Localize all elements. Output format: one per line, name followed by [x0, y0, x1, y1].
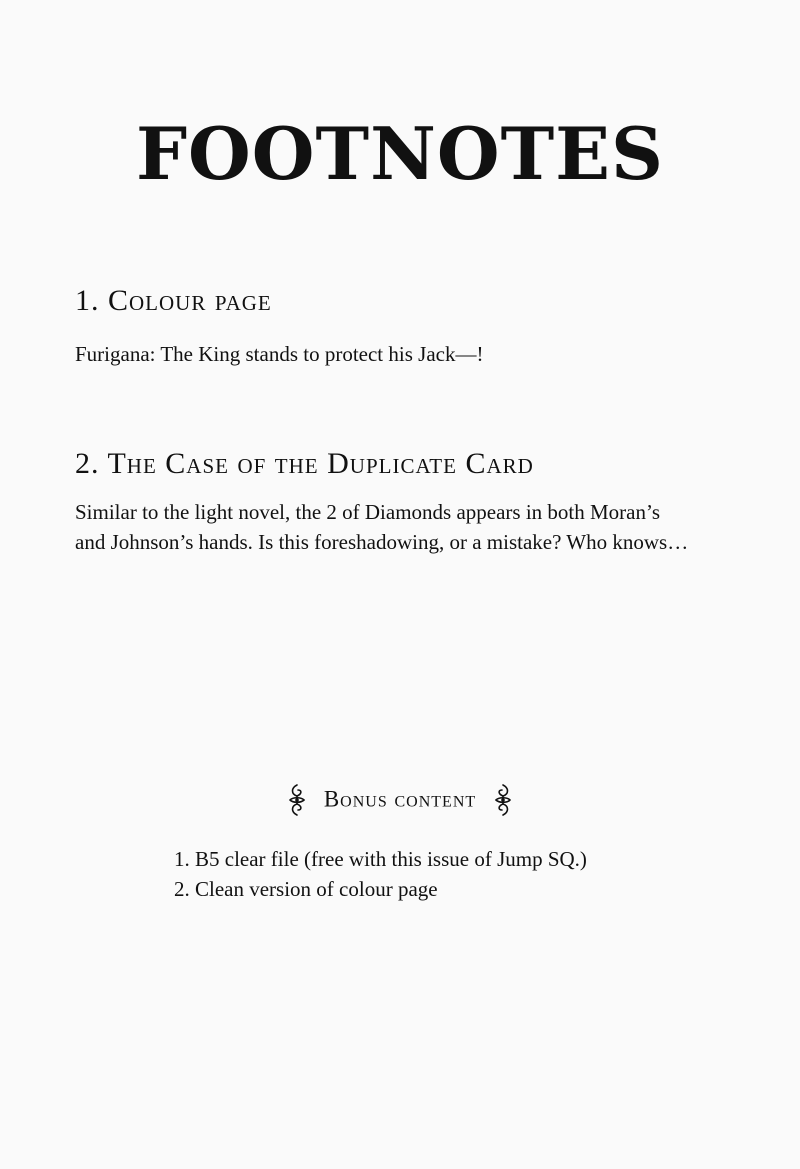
- footnote-1-heading: 1. Colour page: [75, 284, 272, 317]
- bonus-list: [174, 844, 587, 904]
- footnote-2-heading: 2. The Case of the Duplicate Card: [75, 447, 534, 480]
- list-item: 2. Clean version of colour page: [174, 877, 438, 901]
- footnote-2-line-1: Similar to the light novel, the 2 of Diamonds appears in both Moran’s: [75, 500, 660, 524]
- bonus-heading-label: Bonus content: [323, 786, 477, 812]
- footnote-2-line-2: and Johnson’s hands. Is this foreshadowing, or a mistake? Who knows…: [75, 530, 689, 554]
- footnote-2-body: [75, 497, 688, 557]
- bonus-heading: [0, 780, 800, 818]
- list-item: 1. B5 clear file (free with this issue of Jump SQ.): [174, 847, 587, 871]
- flourish-ornament-icon: [493, 783, 513, 817]
- footnote-1-body: [75, 339, 483, 369]
- flourish-ornament-icon: [287, 783, 307, 817]
- footnote-1-line: Furigana: The King stands to protect his Jack—!: [75, 342, 484, 366]
- page-title: FOOTNOTES: [135, 111, 665, 196]
